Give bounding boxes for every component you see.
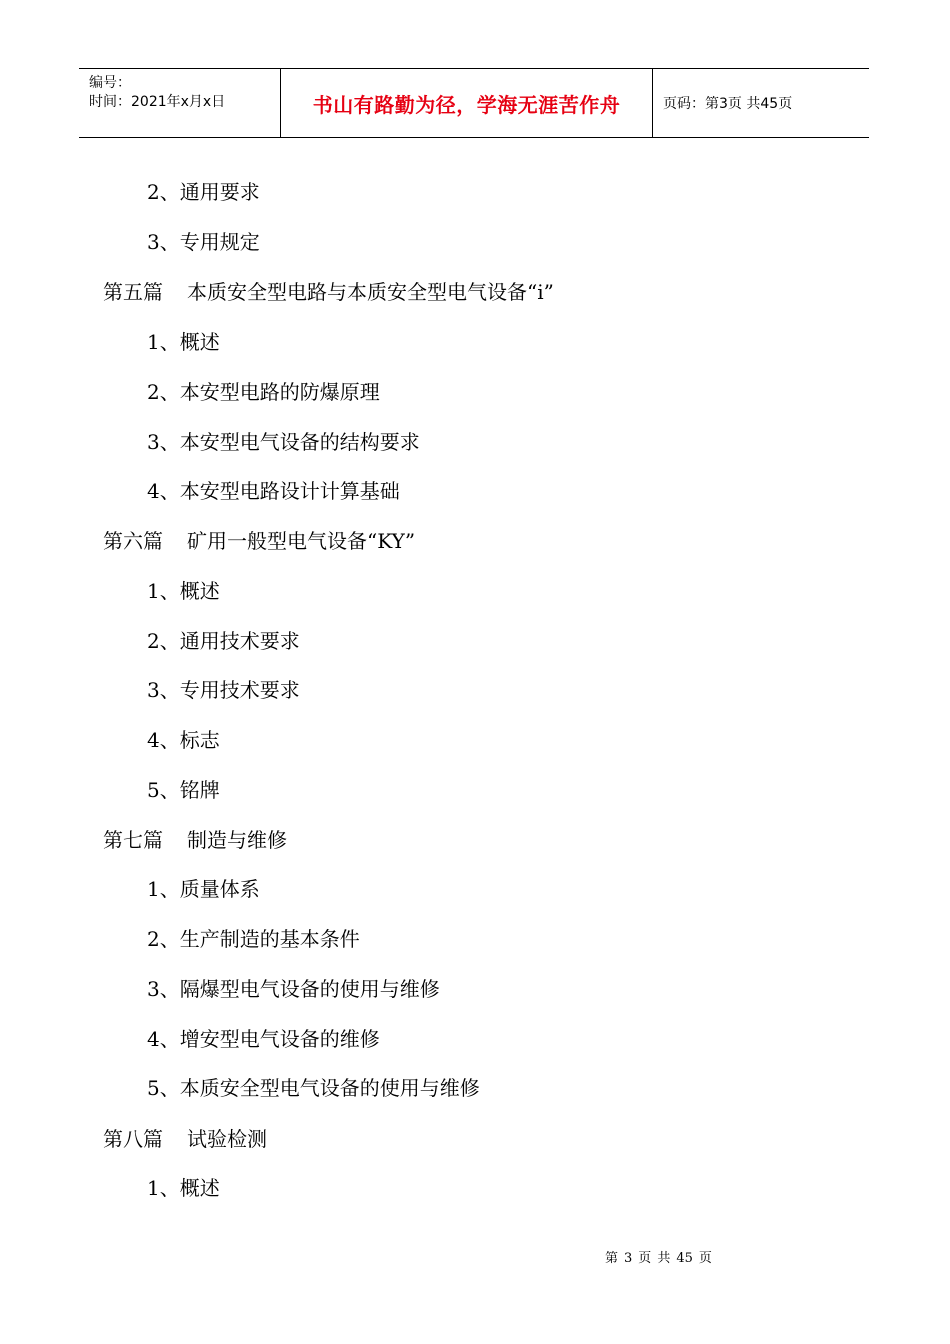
page-total: 45 xyxy=(760,96,779,112)
page-number: 3 xyxy=(719,96,728,112)
part-label: 第七篇 xyxy=(103,828,163,852)
document-time-label: 时间：2021年x月x日 xyxy=(89,94,226,110)
toc-item: 5、本质安全型电气设备的使用与维修 xyxy=(147,1076,480,1100)
toc-item: 3、专用规定 xyxy=(147,230,260,254)
header-motto: 书山有路勤为径，学海无涯苦作舟 xyxy=(312,92,621,117)
part-title: 矿用一般型电气设备“KY” xyxy=(187,529,416,553)
toc-item: 1、概述 xyxy=(147,330,220,354)
footer-word: 共 xyxy=(657,1251,671,1266)
part-label: 第六篇 xyxy=(103,529,163,553)
page-suffix: 页 xyxy=(778,96,793,112)
part-label: 第八篇 xyxy=(103,1127,163,1151)
toc-item: 4、标志 xyxy=(147,728,220,752)
toc-item: 2、生产制造的基本条件 xyxy=(147,927,360,951)
toc-item: 4、增安型电气设备的维修 xyxy=(147,1027,380,1051)
footer-word: 页 xyxy=(698,1251,712,1266)
toc-item: 1、概述 xyxy=(147,579,220,603)
footer-page-number: 3 xyxy=(624,1251,633,1266)
toc-item: 2、本安型电路的防爆原理 xyxy=(147,380,380,404)
document-number-label: 编号： xyxy=(89,75,131,91)
page-footer xyxy=(605,1247,718,1266)
toc-part-heading xyxy=(103,529,415,553)
toc-item: 2、通用要求 xyxy=(147,180,260,204)
page-mid: 页 共 xyxy=(727,96,761,112)
toc-item: 3、本安型电气设备的结构要求 xyxy=(147,430,420,454)
toc-item: 3、隔爆型电气设备的使用与维修 xyxy=(147,977,440,1001)
page-prefix: 页码：第 xyxy=(663,96,719,112)
part-title: 制造与维修 xyxy=(187,828,287,852)
footer-word: 页 xyxy=(638,1251,652,1266)
toc-part-heading xyxy=(103,280,554,304)
toc-part-heading xyxy=(103,1127,267,1151)
toc-item: 4、本安型电路设计计算基础 xyxy=(147,479,400,503)
toc-item: 3、专用技术要求 xyxy=(147,678,300,702)
toc-item: 1、质量体系 xyxy=(147,877,260,901)
part-title: 本质安全型电路与本质安全型电气设备“i” xyxy=(187,280,554,304)
footer-word: 第 xyxy=(605,1251,619,1266)
part-title: 试验检测 xyxy=(187,1127,267,1151)
toc-item: 5、铭牌 xyxy=(147,778,220,802)
toc-item: 2、通用技术要求 xyxy=(147,629,300,653)
footer-page-total: 45 xyxy=(676,1251,693,1266)
toc-part-heading xyxy=(103,828,287,852)
toc-item: 1、概述 xyxy=(147,1176,220,1200)
part-label: 第五篇 xyxy=(103,280,163,304)
